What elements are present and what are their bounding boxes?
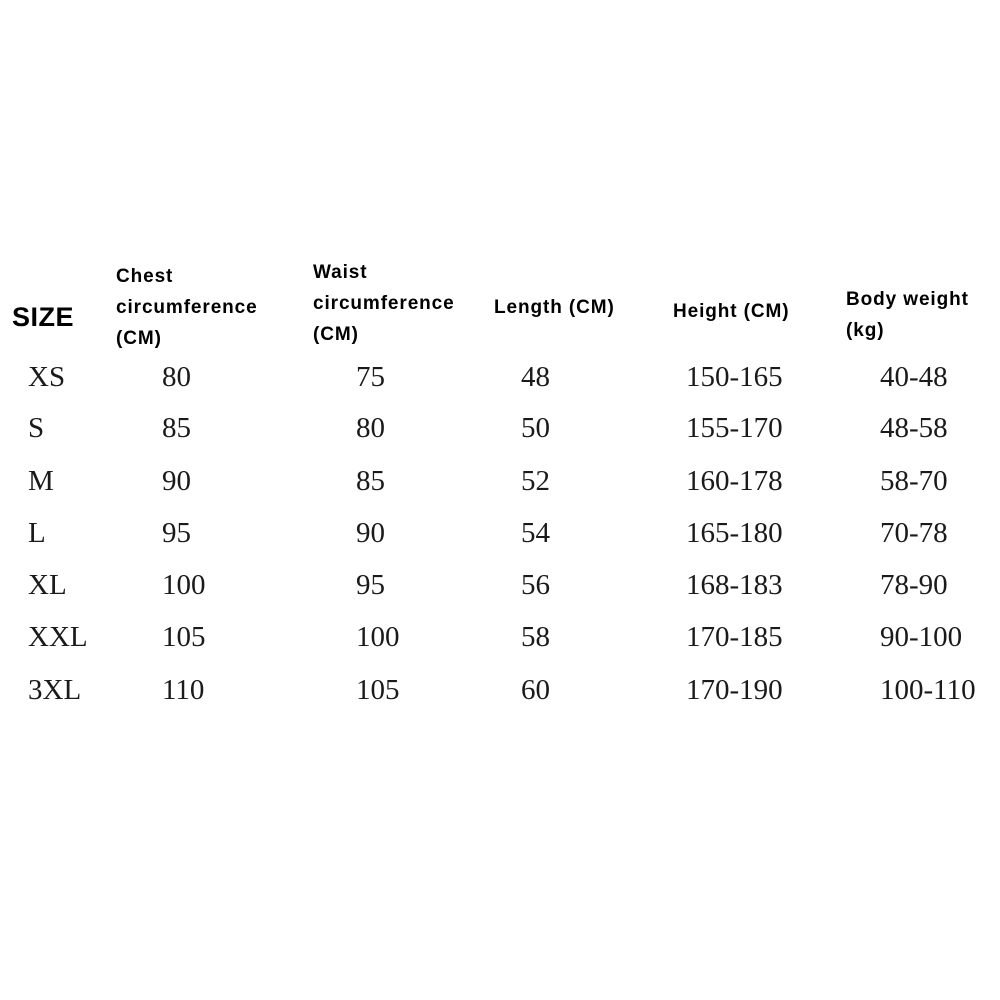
cell-waist: 85: [356, 465, 385, 497]
header-size: SIZE: [12, 302, 75, 332]
cell-size: S: [28, 412, 45, 444]
cell-weight: 58-70: [880, 465, 948, 497]
cell-height: 170-185: [686, 621, 783, 653]
header-waist: [313, 257, 455, 350]
cell-chest: 90: [162, 465, 191, 497]
cell-height: 170-190: [686, 674, 783, 706]
header-waist-line: (CM): [313, 324, 359, 345]
header-length: Length (CM): [494, 297, 615, 318]
cell-length: 50: [521, 412, 550, 444]
cell-chest: 85: [162, 412, 191, 444]
cell-size: XXL: [28, 621, 88, 653]
header-weight-line: Body weight: [846, 289, 969, 310]
cell-chest: 95: [162, 517, 191, 549]
cell-weight: 78-90: [880, 569, 948, 601]
cell-weight: 40-48: [880, 361, 948, 393]
cell-size: XS: [28, 361, 66, 393]
cell-chest: 105: [162, 621, 206, 653]
cell-length: 52: [521, 465, 550, 497]
cell-size: M: [28, 465, 54, 497]
header-weight: [846, 284, 969, 346]
cell-height: 155-170: [686, 412, 783, 444]
header-weight-line: (kg): [846, 320, 885, 341]
cell-weight: 48-58: [880, 412, 948, 444]
cell-weight: 100-110: [880, 674, 976, 706]
cell-waist: 75: [356, 361, 385, 393]
cell-waist: 100: [356, 621, 400, 653]
header-chest-line: circumference: [116, 297, 258, 318]
table-row: [0, 357, 1000, 397]
cell-length: 48: [521, 361, 550, 393]
cell-length: 56: [521, 569, 550, 601]
cell-size: L: [28, 517, 46, 549]
cell-chest: 100: [162, 569, 206, 601]
cell-size: XL: [28, 569, 67, 601]
cell-weight: 70-78: [880, 517, 948, 549]
cell-waist: 95: [356, 569, 385, 601]
header-waist-line: circumference: [313, 293, 455, 314]
cell-length: 58: [521, 621, 550, 653]
header-chest-line: (CM): [116, 328, 162, 349]
table-row: [0, 565, 1000, 605]
cell-length: 60: [521, 674, 550, 706]
table-row: [0, 408, 1000, 448]
header-waist-line: Waist: [313, 262, 368, 283]
cell-waist: 80: [356, 412, 385, 444]
cell-waist: 90: [356, 517, 385, 549]
table-row: [0, 461, 1000, 501]
cell-height: 168-183: [686, 569, 783, 601]
cell-height: 150-165: [686, 361, 783, 393]
cell-length: 54: [521, 517, 550, 549]
cell-weight: 90-100: [880, 621, 963, 653]
table-row: [0, 670, 1000, 710]
cell-chest: 80: [162, 361, 191, 393]
cell-height: 160-178: [686, 465, 783, 497]
cell-height: 165-180: [686, 517, 783, 549]
table-row: [0, 513, 1000, 553]
header-chest: [116, 261, 258, 354]
cell-waist: 105: [356, 674, 400, 706]
header-chest-line: Chest: [116, 266, 174, 287]
table-row: [0, 617, 1000, 657]
cell-size: 3XL: [28, 674, 82, 706]
cell-chest: 110: [162, 674, 205, 706]
header-height: Height (CM): [673, 301, 790, 322]
